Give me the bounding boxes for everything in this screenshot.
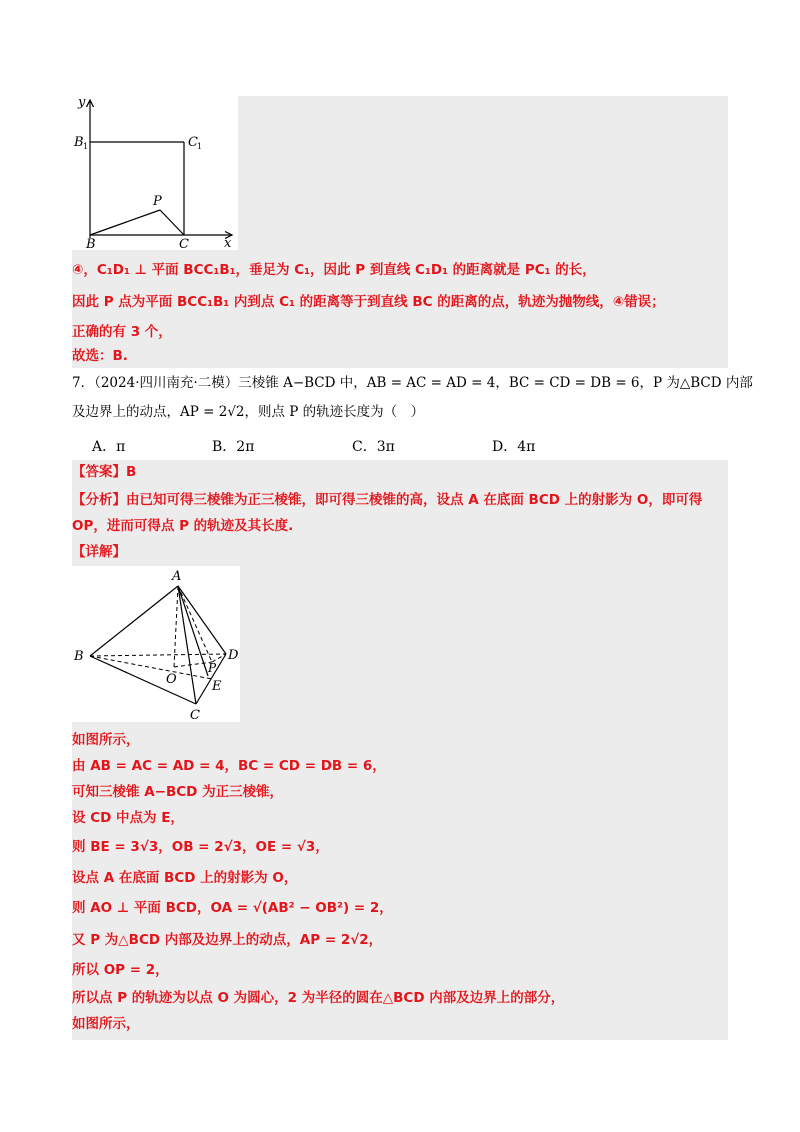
detail-line10: 所以点 P 的轨迹为以点 O 为圆心，2 为半径的圆在△BCD 内部及边界上的部分，	[72, 990, 565, 1006]
figure-coordinate-diagram	[72, 92, 238, 250]
label-D: D	[228, 648, 239, 663]
label-B: B	[74, 649, 84, 664]
question7-line1: 7．（2024·四川南充·二模）三棱锥 A−BCD 中，AB = AC = AD = 4，BC = CD = DB = 6，P 为△BCD 内部	[72, 375, 753, 391]
solution6-line3: 正确的有 3 个，	[72, 324, 172, 340]
label-y: y	[78, 95, 86, 110]
label-P: P	[208, 661, 217, 675]
detail-line1: 如图所示，	[72, 732, 140, 748]
label-B1: B	[74, 135, 84, 150]
label-O: O	[166, 672, 177, 687]
label-P: P	[153, 194, 162, 209]
detail-line9: 所以 OP = 2，	[72, 962, 169, 978]
solution-shade-bottom	[72, 460, 728, 1040]
detail-line6: 设点 A 在底面 BCD 上的射影为 O，	[72, 870, 298, 886]
label-C: C	[179, 237, 189, 250]
detail-label: 【详解】	[72, 544, 126, 560]
detail-line5: 则 BE = 3√3，OB = 2√3，OE = √3，	[72, 839, 329, 855]
solution6-line1: ④，C₁D₁ ⊥ 平面 BCC₁B₁，垂足为 C₁，因此 P 到直线 C₁D₁ 的距离就是 PC₁ 的长，	[72, 262, 596, 278]
segment-BP	[90, 210, 160, 235]
option-b: B．2π	[212, 439, 255, 455]
label-B: B	[86, 237, 96, 250]
detail-line7: 则 AO ⊥ 平面 BCD，OA = √(AB² − OB²) = 2，	[72, 900, 393, 916]
figure-tetrahedron	[72, 566, 240, 722]
detail-line3: 可知三棱锥 A−BCD 为正三棱锥，	[72, 784, 284, 800]
option-d: D．4π	[492, 439, 536, 455]
detail-line11: 如图所示，	[72, 1016, 140, 1032]
label-C1: C	[188, 135, 198, 150]
analysis-line2: OP，进而可得点 P 的轨迹及其长度.	[72, 518, 294, 534]
svg-text:1: 1	[197, 142, 203, 151]
segment-PC	[160, 210, 184, 235]
label-E: E	[212, 679, 222, 694]
option-a: A．π	[92, 439, 126, 455]
label-C: C	[190, 708, 200, 722]
solution6-line2: 因此 P 点为平面 BCC₁B₁ 内到点 C₁ 的距离等于到直线 BC 的距离的点，轨迹为抛物线，④错误；	[72, 294, 665, 310]
detail-line8: 又 P 为△BCD 内部及边界上的动点，AP = 2√2，	[72, 932, 383, 948]
label-x: x	[224, 236, 232, 250]
detail-line2: 由 AB = AC = AD = 4，BC = CD = DB = 6，	[72, 758, 386, 774]
svg-text:1: 1	[83, 142, 89, 151]
analysis-line1: 【分析】由已知可得三棱锥为正三棱锥，即可得三棱锥的高，设点 A 在底面 BCD 上的射影为 O，即可得	[72, 492, 703, 508]
solution6-line4: 故选：B.	[72, 348, 128, 364]
question7-line2: 及边界上的动点，AP = 2√2，则点 P 的轨迹长度为（ ）	[72, 404, 425, 420]
detail-line4: 设 CD 中点为 E，	[72, 810, 184, 826]
label-A: A	[172, 569, 182, 584]
option-c: C．3π	[352, 439, 395, 455]
answer-label: 【答案】B	[72, 464, 137, 480]
